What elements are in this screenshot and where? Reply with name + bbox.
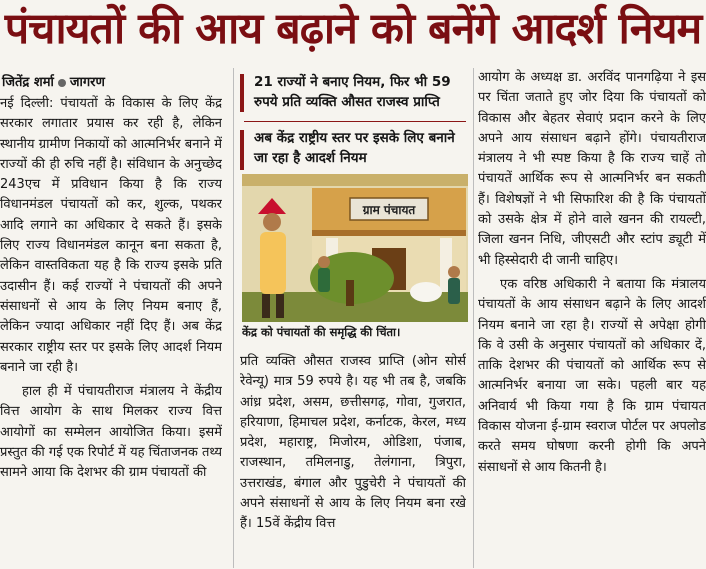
paragraph: एक वरिष्ठ अधिकारी ने बताया कि मंत्रालय पंचायतों के आय संसाधन बढ़ाने के लिए आदर्श नियम बनाने जा रहा है। राज्यों से अपेक्षा होगी कि वे उसी के अनुसार पंचायतों को अधिकार दें, ताकि देशभर की पंचायतों को आर्थिक रूप से आत्मनिर्भर बनाया जा सके। पहली बार यह अनिवार्य भी किया गया है कि ग्राम पंचायत विकास योजना ई-ग्राम स्वराज पोर्टल पर अपलोड करते समय घोषणा करनी होगी कि अपने संसाधनों से आय कितनी है। <box>478 276 706 475</box>
photo-caption: केंद्र को पंचायतों की समृद्धि की चिंता। <box>242 325 401 339</box>
headline: पंचायतों की आय बढ़ाने को बनेंगे आदर्श नियम <box>4 4 702 54</box>
deck-highlight-1 <box>240 72 470 112</box>
deck-highlight-2 <box>240 128 470 168</box>
deck-text: 21 राज्यों ने बनाए नियम, फिर भी 59 रुपये प्रति व्यक्ति औसत राजस्व प्राप्ति <box>254 74 451 110</box>
paragraph: हाल ही में पंचायतीराज मंत्रालय ने केंद्रीय वित्त आयोग के साथ मिलकर राज्य वित्त आयोगों का सम्मेलन आयोजित किया। इसमें प्रस्तुत की गई एक रिपोर्ट में यह चिंताजनक तथ्य सामने आया कि देशभर की ग्राम पंचायतों की <box>0 384 222 481</box>
illustration-photo <box>242 174 468 322</box>
bullet-icon <box>58 79 66 87</box>
deck-divider <box>244 121 466 122</box>
article-column-2 <box>240 352 466 566</box>
accent-bar <box>240 74 244 112</box>
paragraph: आयोग के अध्यक्ष डा. अरविंद पानगढ़िया ने इस पर चिंता जताते हुए जोर दिया कि पंचायतों को विकास और बेहतर सेवाएं प्रदान करने के लिए अपने आय संसाधन बढ़ाने होंगे। पंचायतीराज मंत्रालय ने भी स्पष्ट किया है कि राज्य चाहें तो पंचायतें आर्थिक रूप से आत्मनिर्भर बन सकती हैं। विशेषज्ञों ने भी सिफारिश की है कि पंचायतों को उसके क्षेत्र में होने वाले खनन की रायल्टी, जिला खनन निधि, जीएसटी और स्टांप ड्यूटी में भी हिस्सेदारी दी जानी चाहिए। <box>478 70 706 268</box>
source-name: जागरण <box>69 75 105 90</box>
author-name: जितेंद्र शर्मा <box>2 75 54 90</box>
column-divider <box>233 68 234 568</box>
byline <box>2 72 105 90</box>
article-column-3 <box>478 68 706 566</box>
village-illustration <box>242 174 468 322</box>
column-divider <box>473 68 474 568</box>
paragraph: प्रति व्यक्ति औसत राजस्व प्राप्ति (ओन सोर्स रेवेन्यू) मात्र 59 रुपये है। यह भी तब है, जबकि आंध्र प्रदेश, असम, छत्तीसगढ़, गोवा, गुजरात, हरियाणा, हिमाचल प्रदेश, कर्नाटक, केरल, मध्य प्रदेश, महाराष्ट्र, मिजोरम, ओडिशा, पंजाब, राजस्थान, तमिलनाडु, तेलंगाना, त्रिपुरा, उत्तराखंड, बंगाल और पुडुचेरी ने पंचायतों की अपने संसाधनों से आय के लिए नियम बना रखे हैं। 15वें केंद्रीय वित्त <box>240 354 466 532</box>
accent-bar <box>240 130 244 170</box>
article-column-1 <box>0 94 222 566</box>
deck-text: अब केंद्र राष्ट्रीय स्तर पर इसके लिए बनाने जा रहा है आदर्श नियम <box>254 130 455 166</box>
sign-text: ग्राम पंचायत <box>362 203 416 217</box>
paragraph: नई दिल्ली: पंचायतों के विकास के लिए केंद्र सरकार लगातार प्रयास कर रही है, लेकिन स्थानीय ग्रामीण निकायों को आत्मनिर्भर बनाने में राज्यों की ही रुचि नहीं है। संविधान के अनुच्छेद 243एच में प्रविधान किया है कि राज्य विधानमंडल पंचायतों को कर, शुल्क, पथकर आदि लगाने का अधिकार दे सकते हैं। इसके लिए राज्य विधानमंडल कानून बना सकता है, लेकिन वास्तविकता यह है कि राज्य इसके प्रति उदासीन हैं। कई राज्यों ने पंचायतों की अपने संसाधनों से आय के लिए नियम बनाए हैं, लेकिन ज्यादा अधिकार नहीं दिए हैं। अब केंद्र सरकार राष्ट्रीय स्तर पर इसके लिए आदर्श नियम बनाने जा रही है। <box>0 96 222 375</box>
